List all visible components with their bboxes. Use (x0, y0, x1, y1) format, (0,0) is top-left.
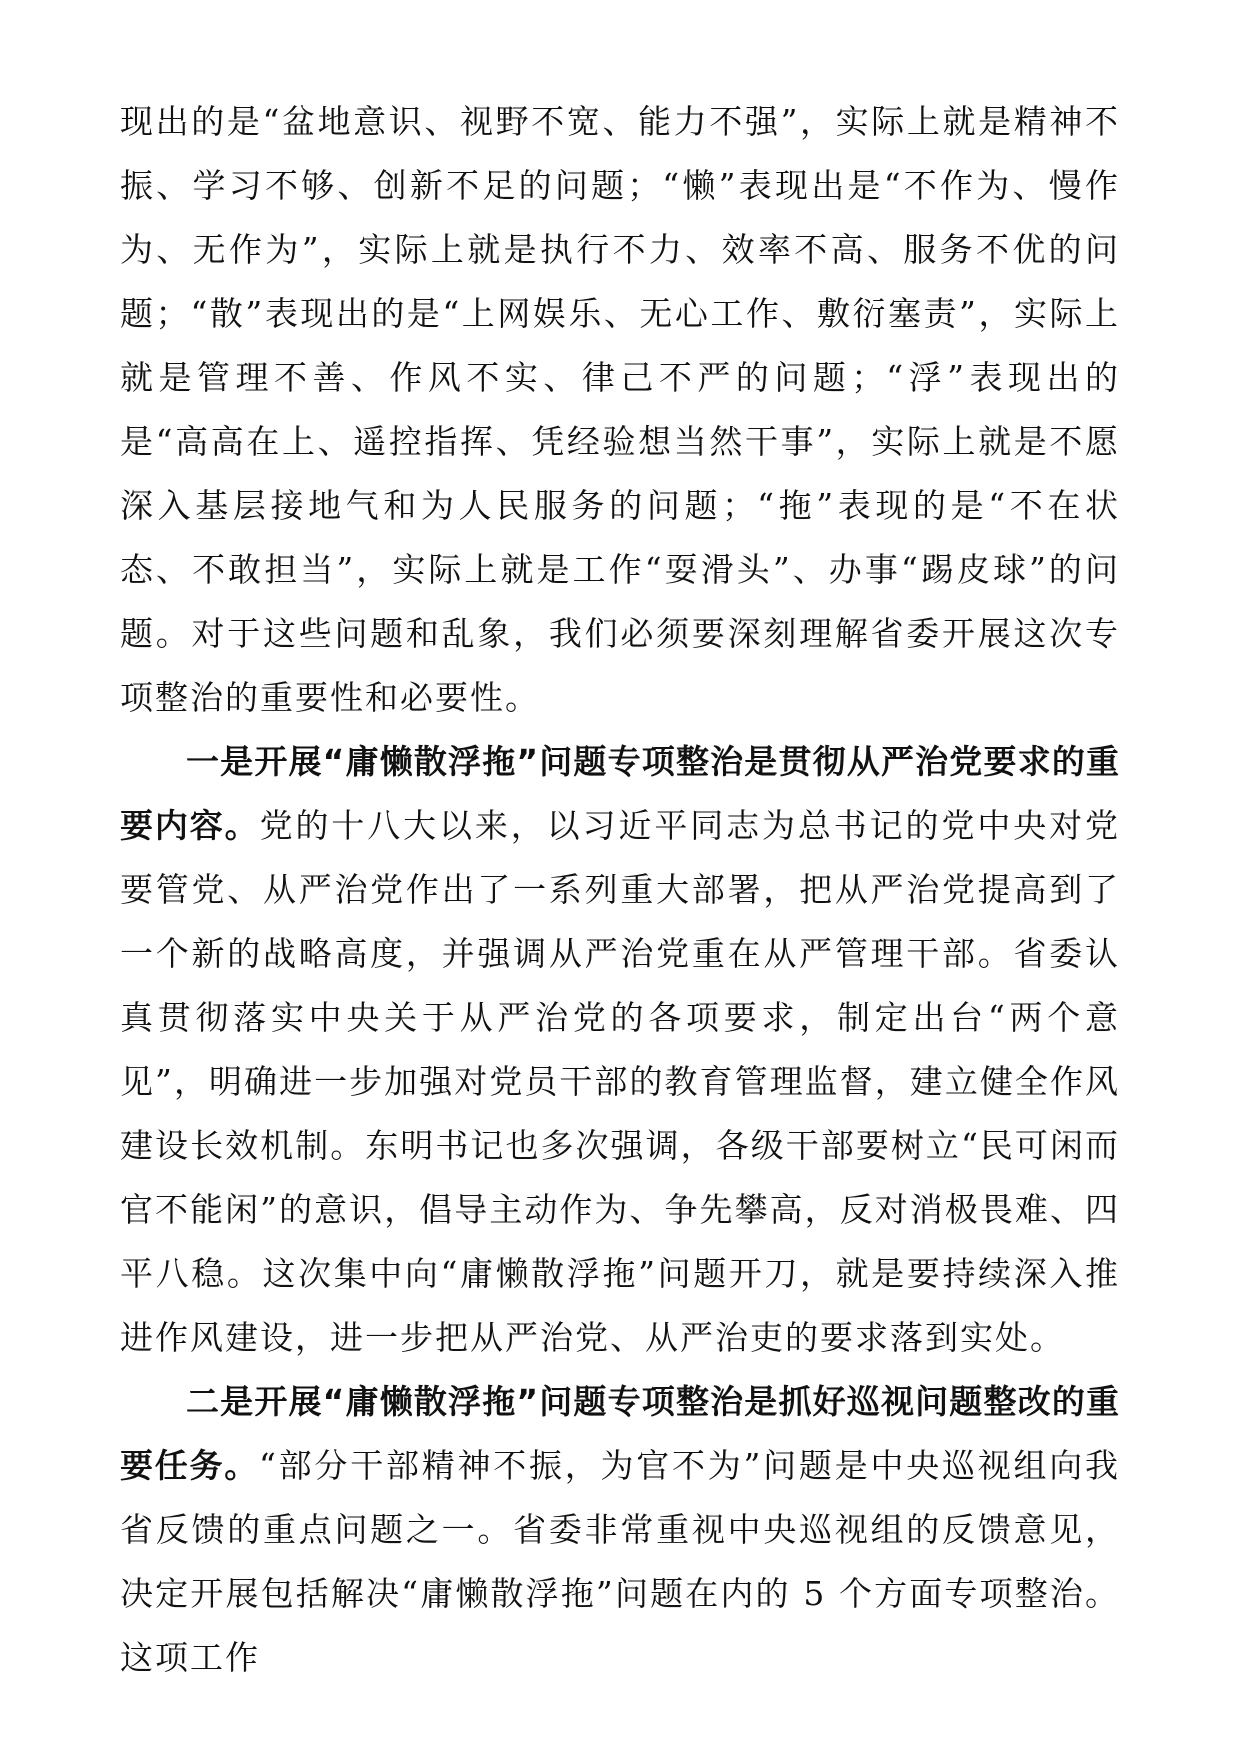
paragraph-point-one (120, 730, 1120, 1370)
paragraph-text: 现出的是“盆地意识、视野不宽、能力不强”，实际上就是精神不振、学习不够、创新不足的问题；“懒”表现出是“不作为、慢作为、无作为”，实际上就是执行不力、效率不高、服务不优的问题；“散”表现出的是“上网娱乐、无心工作、敷衍塞责”，实际上就是管理不善、作风不实、律己不严的问题；“浮”表现出的是“高高在上、遥控指挥、凭经验想当然干事”，实际上就是不愿深入基层接地气和为人民服务的问题；“拖”表现的是“不在状态、不敢担当”，实际上就是工作“耍滑头”、办事“踢皮球”的问题。对于这些问题和乱象，我们必须要深刻理解省委开展这次专项整治的重要性和必要性。 (120, 102, 1120, 717)
paragraph-text: 党的十八大以来，以习近平同志为总书记的党中央对党要管党、从严治党作出了一系列重大部署，把从严治党提高到了一个新的战略高度，并强调从严治党重在从严管理干部。省委认真贯彻落实中央关于从严治党的各项要求，制定出台“两个意见”，明确进一步加强对党员干部的教育管理监督，建立健全作风建设长效机制。东明书记也多次强调，各级干部要树立“民可闲而官不能闲”的意识，倡导主动作为、争先攀高，反对消极畏难、四平八稳。这次集中向“庸懒散浮拖”问题开刀，就是要持续深入推进作风建设，进一步把从严治党、从严治吏的要求落到实处。 (120, 806, 1121, 1357)
paragraph-lead-heading: 一是开展“庸懒散浮拖”问题专项整治是贯彻从严治党要求的重要内容。 (120, 742, 1120, 845)
document-page (120, 90, 1120, 1690)
paragraph-text: “部分干部精神不振，为官不为”问题是中央巡视组向我省反馈的重点问题之一。省委非常重视中央巡视组的反馈意见，决定开展包括解决“庸懒散浮拖”问题在内的 5 个方面专项整治。这项工作 (120, 1446, 1121, 1677)
paragraph-continuation (120, 90, 1120, 730)
paragraph-point-two (120, 1370, 1120, 1690)
paragraph-lead-heading: 二是开展“庸懒散浮拖”问题专项整治是抓好巡视问题整改的重要任务。 (120, 1382, 1120, 1485)
